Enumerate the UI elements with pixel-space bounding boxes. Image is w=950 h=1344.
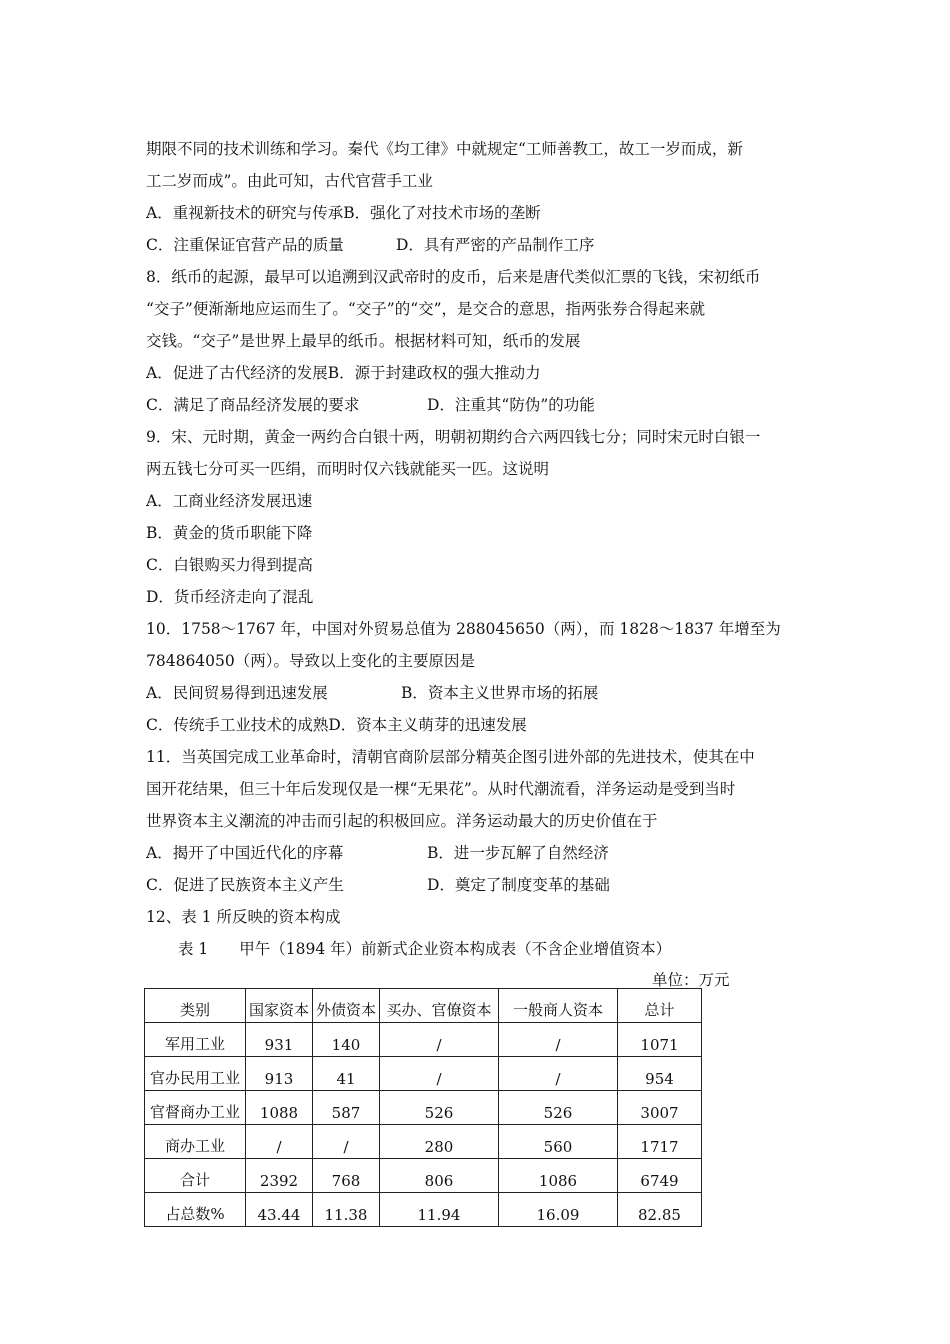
table-cell: 2392 (246, 1159, 313, 1193)
q8-option-b: B．源于封建政权的强大推动力 (327, 364, 541, 382)
header-category: 类别 (145, 989, 246, 1023)
table-cell: 官办民用工业 (145, 1057, 246, 1091)
q8-stem-line-3: 交钱。“交子”是世界上最早的纸币。根据材料可知，纸币的发展 (146, 332, 581, 350)
table-cell: 41 (313, 1057, 380, 1091)
q10-stem-line-2: 784864050（两）。导致以上变化的主要原因是 (146, 652, 476, 670)
q9-stem-line-1: 9．宋、元时期，黄金一两约合白银十两，明朝初期约合六两四钱七分；同时宋元时白银一 (146, 428, 761, 446)
table-cell: / (246, 1125, 313, 1159)
table-row (145, 1091, 702, 1125)
table-cell: 954 (618, 1057, 702, 1091)
q9-option-c: C．白银购买力得到提高 (146, 556, 313, 574)
header-comprador-bureaucrat-capital: 买办、官僚资本 (380, 989, 499, 1023)
q7-option-c: C．注重保证官营产品的质量 (146, 236, 344, 254)
q8-option-a: A．促进了古代经济的发展 (146, 364, 328, 382)
table-cell: 1717 (618, 1125, 702, 1159)
q10-stem-line-1: 10．1758～1767 年，中国对外贸易总值为 288045650（两），而 1828～1837 年增至为 (146, 620, 781, 638)
q8-stem-line-1: 8．纸币的起源，最早可以追溯到汉武帝时的皮币，后来是唐代类似汇票的飞钱，宋初纸币 (146, 268, 761, 286)
q7-option-b: B．强化了对技术市场的垄断 (343, 204, 541, 222)
q10-option-b: B．资本主义世界市场的拓展 (401, 684, 599, 702)
q9-stem-line-2: 两五钱七分可买一匹绢，而明时仅六钱就能买一匹。这说明 (146, 460, 550, 478)
table-cell: 82.85 (618, 1193, 702, 1227)
table-cell: 占总数% (145, 1193, 246, 1227)
table-cell: 1086 (499, 1159, 618, 1193)
q8-stem-line-2: “交子”便渐渐地应运而生了。“交子”的“交”，是交合的意思，指两张券合得起来就 (146, 300, 706, 318)
q11-option-d: D．奠定了制度变革的基础 (427, 876, 610, 894)
table-cell: 3007 (618, 1091, 702, 1125)
table-cell: 官督商办工业 (145, 1091, 246, 1125)
table-cell: 合计 (145, 1159, 246, 1193)
q7-option-d: D．具有严密的产品制作工序 (396, 236, 595, 254)
header-total: 总计 (618, 989, 702, 1023)
q8-option-row-1 (146, 363, 541, 383)
q11-option-a: A．揭开了中国近代化的序幕 (146, 844, 344, 862)
table-row (145, 1057, 702, 1091)
q11-option-c: C．促进了民族资本主义产生 (146, 876, 344, 894)
table-cell: / (380, 1023, 499, 1057)
table-cell: 560 (499, 1125, 618, 1159)
table-cell: 280 (380, 1125, 499, 1159)
table-cell: 140 (313, 1023, 380, 1057)
capital-structure-table (144, 988, 702, 1227)
header-merchant-capital: 一般商人资本 (499, 989, 618, 1023)
q12-stem: 12、表 1 所反映的资本构成 (146, 908, 341, 926)
q11-stem-line-2: 国开花结果，但三十年后发现仅是一棵“无果花”。从时代潮流看，洋务运动是受到当时 (146, 780, 736, 798)
table-cell: 526 (499, 1091, 618, 1125)
table-cell: 1088 (246, 1091, 313, 1125)
q7-stem-line-2: 工二岁而成”。由此可知，古代官营手工业 (146, 172, 433, 190)
table-cell: 913 (246, 1057, 313, 1091)
q10-option-row-2 (146, 715, 527, 735)
table-cell: 军用工业 (145, 1023, 246, 1057)
q10-option-a: A．民间贸易得到迅速发展 (146, 684, 328, 702)
table-row (145, 1159, 702, 1193)
table-cell: 11.94 (380, 1193, 499, 1227)
table-header-row (145, 989, 702, 1023)
q9-option-b: B．黄金的货币职能下降 (146, 524, 313, 542)
table-cell: 11.38 (313, 1193, 380, 1227)
table-cell: / (499, 1057, 618, 1091)
table-cell: / (380, 1057, 499, 1091)
header-state-capital: 国家资本 (246, 989, 313, 1023)
table-cell: 806 (380, 1159, 499, 1193)
table-cell: 6749 (618, 1159, 702, 1193)
table-cell: 16.09 (499, 1193, 618, 1227)
table-caption: 表 1 甲午（1894 年）前新式企业资本构成表（不含企业增值资本） (178, 940, 672, 958)
table-row (145, 1125, 702, 1159)
q8-option-d: D．注重其“防伪”的功能 (427, 396, 595, 414)
q9-option-a: A．工商业经济发展迅速 (146, 492, 313, 510)
q7-stem-line-1: 期限不同的技术训练和学习。秦代《均工律》中就规定“工师善教工，故工一岁而成，新 (146, 140, 743, 158)
table-row (145, 1193, 702, 1227)
table-row (145, 1023, 702, 1057)
q7-option-row-1 (146, 203, 541, 223)
q11-option-b: B．进一步瓦解了自然经济 (427, 844, 609, 862)
table-cell: 43.44 (246, 1193, 313, 1227)
q7-option-a: A．重视新技术的研究与传承 (146, 204, 344, 222)
table-unit: 单位：万元 (652, 971, 730, 989)
table-cell: 526 (380, 1091, 499, 1125)
q11-stem-line-1: 11．当英国完成工业革命时，清朝官商阶层部分精英企图引进外部的先进技术，使其在中 (146, 748, 755, 766)
q11-stem-line-3: 世界资本主义潮流的冲击而引起的积极回应。洋务运动最大的历史价值在于 (146, 812, 658, 830)
table-cell: 商办工业 (145, 1125, 246, 1159)
table-cell: 1071 (618, 1023, 702, 1057)
table-cell: 931 (246, 1023, 313, 1057)
q10-option-c: C．传统手工业技术的成熟 (146, 716, 329, 734)
header-foreign-debt-capital: 外债资本 (313, 989, 380, 1023)
table-cell: / (313, 1125, 380, 1159)
table-cell: 587 (313, 1091, 380, 1125)
q8-option-c: C．满足了商品经济发展的要求 (146, 396, 360, 414)
table-cell: 768 (313, 1159, 380, 1193)
q10-option-d: D．资本主义萌芽的迅速发展 (328, 716, 527, 734)
q7-option-row-2 (146, 235, 344, 255)
q9-option-d: D．货币经济走向了混乱 (146, 588, 314, 606)
table-cell: / (499, 1023, 618, 1057)
